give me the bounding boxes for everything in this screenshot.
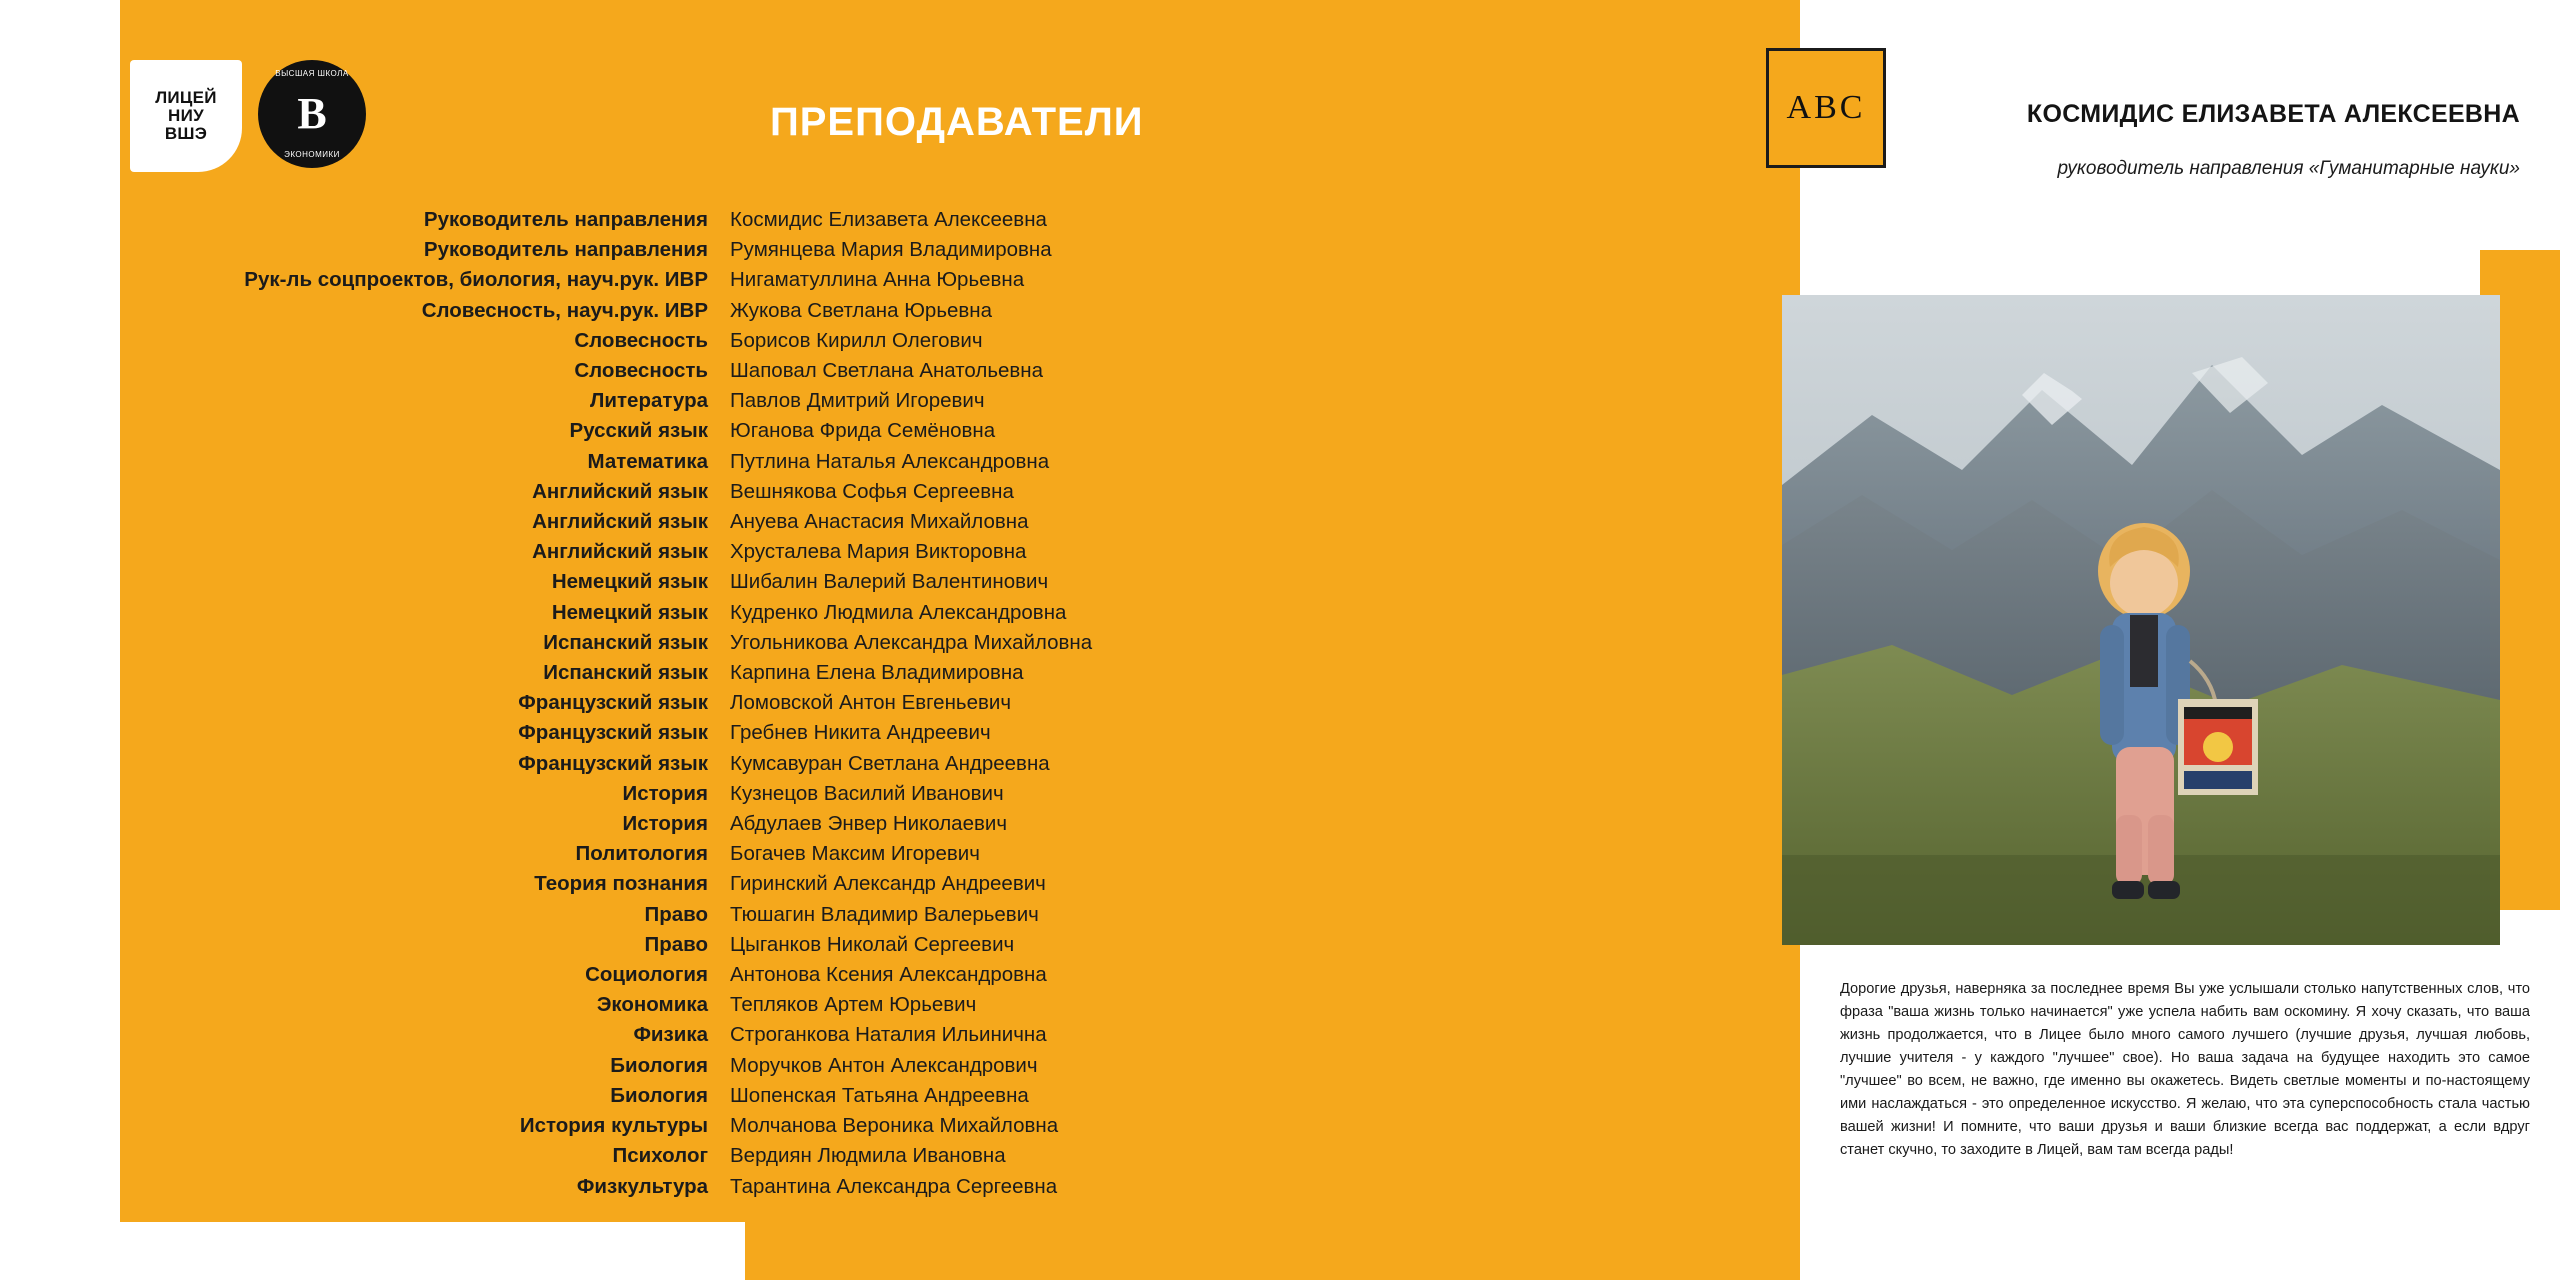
staff-role: Французский язык <box>518 751 708 775</box>
staff-name: Угольникова Александра Михайловна <box>730 630 1093 654</box>
staff-name: Космидис Елизавета Алексеевна <box>730 208 1047 231</box>
staff-name: Ломовской Антон Евгеньевич <box>730 691 1011 715</box>
staff-name: Вердиян Людмила Ивановна <box>730 1144 1006 1168</box>
staff-role: Немецкий язык <box>551 600 708 624</box>
staff-role: Литература <box>590 389 708 413</box>
staff-role: Теория познания <box>534 872 708 896</box>
hse-logo-ring-bottom: ЭКОНОМИКИ <box>284 150 340 159</box>
staff-name: Борисов Кирилл Олегович <box>730 328 983 352</box>
staff-role: Испанский язык <box>543 630 708 654</box>
lyceum-logo-line-2: НИУ <box>168 106 204 126</box>
left-white-margin <box>0 0 120 1280</box>
staff-name: Ануева Анастасия Михайловна <box>730 510 1029 534</box>
portrait-photo <box>1782 295 2500 945</box>
staff-name: Строганкова Наталия Ильинична <box>730 1023 1047 1047</box>
lyceum-logo <box>130 60 242 172</box>
hse-logo-ring <box>258 60 366 168</box>
abc-badge <box>1766 48 1886 168</box>
staff-role: История <box>622 781 708 805</box>
staff-name: Моручков Антон Александрович <box>730 1053 1038 1077</box>
staff-role: Право <box>644 932 708 956</box>
staff-role: История <box>622 812 708 836</box>
staff-role: Биология <box>610 1053 708 1077</box>
staff-name: Жукова Светлана Юрьевна <box>730 298 993 322</box>
staff-role: Французский язык <box>518 691 708 715</box>
staff-role: Рук-ль соцпроектов, биология, науч.рук. ИВР <box>244 268 708 292</box>
staff-role: Английский язык <box>532 540 708 564</box>
staff-name: Кузнецов Василий Иванович <box>730 781 1004 805</box>
staff-role: Немецкий язык <box>551 570 708 594</box>
hse-logo-mark: В <box>297 89 327 138</box>
staff-name: Нигаматуллина Анна Юрьевна <box>730 268 1025 292</box>
staff-name: Тарантина Александра Сергеевна <box>730 1174 1058 1198</box>
staff-name: Путлина Наталья Александровна <box>730 449 1050 473</box>
person-role: руководитель направления «Гуманитарные науки» <box>2057 158 2520 179</box>
staff-role: Право <box>644 902 708 926</box>
staff-name: Павлов Дмитрий Игоревич <box>730 389 985 413</box>
staff-name: Шибалин Валерий Валентинович <box>730 570 1049 594</box>
staff-name: Гребнев Никита Андреевич <box>730 721 991 745</box>
portrait-photo-illustration <box>1782 295 2500 945</box>
staff-role: Экономика <box>596 993 708 1017</box>
staff-name: Шаповал Светлана Анатольевна <box>730 359 1044 383</box>
staff-role: Политология <box>575 842 708 866</box>
staff-role: Английский язык <box>532 510 708 534</box>
staff-role: Испанский язык <box>543 661 708 685</box>
left-bottom-white-bar <box>0 1222 745 1280</box>
staff-name: Юганова Фрида Семёновна <box>730 419 996 443</box>
staff-role: Социология <box>585 963 708 987</box>
staff-role: Английский язык <box>532 479 708 503</box>
staff-list <box>120 205 1270 1202</box>
personal-letter-text: Дорогие друзья, наверняка за последнее время Вы уже услышали столько напутственных слов, что фраза "ваша жизнь только начинается" уже успела набить вам оскомину. Я хочу сказать, что ваша жизнь продолжается, что в Лицее было много самого лучшего (лучшие друзья, лучшая любовь, лучшие учителя - у каждого "лучшее" свое). Но ваша задача на будущее находить это самое "лучшее" во всем, не важно, где именно вы окажетесь. Видеть светлые моменты и по-настоящему ими наслаждаться - это определенное искусство. Я желаю, что эта суперспособность стала частью вашей жизни! И помните, что ваши друзья и ваши близкие всегда вас поддержат, а если вдруг станет скучно, то заходите в Лицей, вам там всегда рады! <box>1840 981 2530 1158</box>
person-name: КОСМИДИС ЕЛИЗАВЕТА АЛЕКСЕЕВНА <box>2026 100 2520 128</box>
staff-role: Физкультура <box>576 1174 708 1198</box>
staff-role: Руководитель направления <box>423 238 708 262</box>
hse-logo-ring-top: ВЫСШАЯ ШКОЛА <box>275 69 349 78</box>
staff-name: Богачев Максим Игоревич <box>730 842 980 866</box>
staff-name: Румянцева Мария Владимировна <box>730 238 1052 262</box>
staff-role: Биология <box>610 1083 708 1107</box>
staff-name: Кумсавуран Светлана Андреевна <box>730 751 1050 775</box>
staff-role: Французский язык <box>518 721 708 745</box>
staff-name: Цыганков Николай Сергеевич <box>730 932 1015 956</box>
staff-role: Русский язык <box>569 419 708 443</box>
staff-name: Хрусталева Мария Викторовна <box>730 540 1027 564</box>
staff-name: Гиринский Александр Андреевич <box>730 872 1046 896</box>
staff-name: Шопенская Татьяна Андреевна <box>730 1083 1029 1107</box>
lyceum-logo-line-3: ВШЭ <box>164 123 208 143</box>
staff-role: Руководитель направления <box>423 208 708 231</box>
staff-roles-column <box>120 205 730 1202</box>
lyceum-logo-line-1: ЛИЦЕЙ <box>155 88 217 108</box>
staff-names-column <box>730 205 1270 1202</box>
staff-name: Вешнякова Софья Сергеевна <box>730 479 1014 503</box>
abc-badge-label: ABC <box>1786 89 1866 126</box>
page-title: ПРЕПОДАВАТЕЛИ <box>770 100 1144 144</box>
staff-name: Карпина Елена Владимировна <box>730 661 1024 685</box>
staff-name: Антонова Ксения Александровна <box>730 963 1047 987</box>
staff-role: Математика <box>587 449 708 473</box>
staff-role: Словесность <box>574 359 708 383</box>
staff-name: Кудренко Людмила Александровна <box>730 600 1067 624</box>
staff-role: Словесность <box>574 328 708 352</box>
staff-name: Тюшагин Владимир Валерьевич <box>730 902 1039 926</box>
hse-logo <box>258 60 366 168</box>
staff-name: Молчанова Вероника Михайловна <box>730 1114 1059 1138</box>
staff-role: Психолог <box>612 1144 708 1168</box>
staff-name: Тепляков Артем Юрьевич <box>730 993 977 1017</box>
staff-name: Абдулаев Энвер Николаевич <box>730 812 1008 836</box>
staff-role: Физика <box>633 1023 708 1047</box>
logo-row <box>130 60 366 172</box>
staff-role: Словесность, науч.рук. ИВР <box>421 298 708 322</box>
staff-role: История культуры <box>519 1114 708 1138</box>
